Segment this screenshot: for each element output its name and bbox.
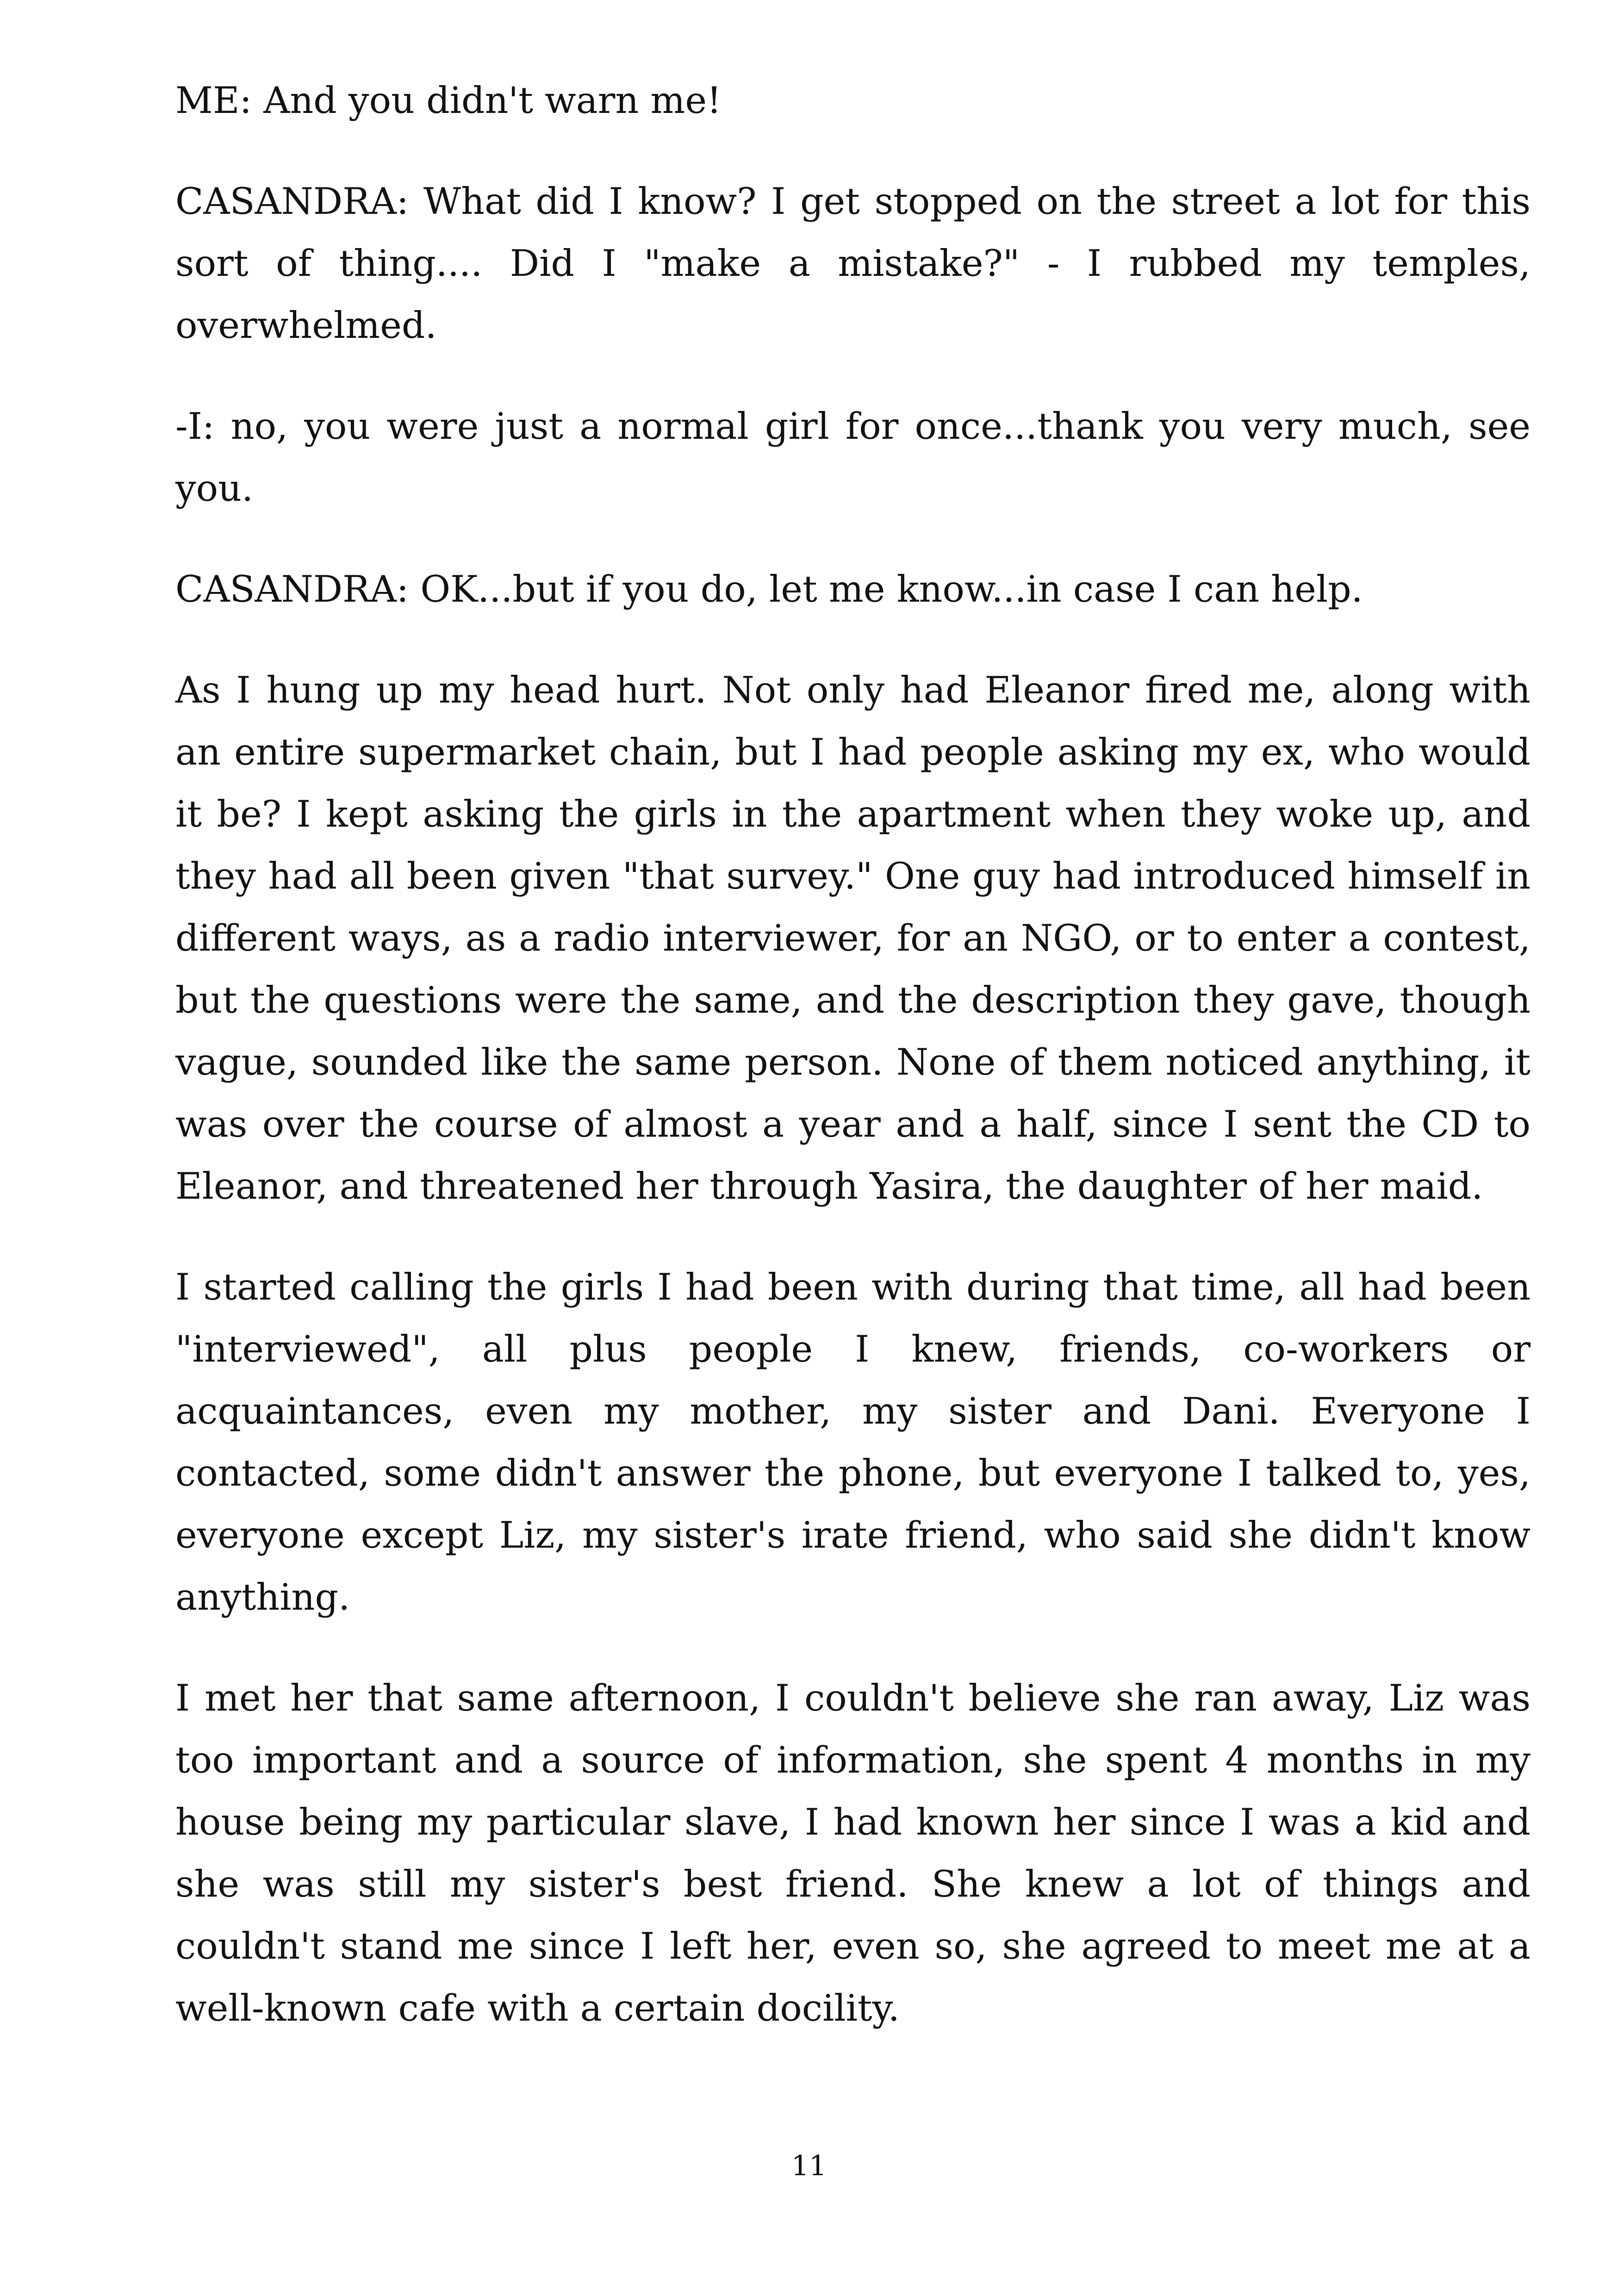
paragraph-narration-1: As I hung up my head hurt. Not only had Eleanor fired me, along with an entire supermarket chain, but I had people asking my ex, who would it be? I kept asking the girls in the apartment when they woke up, and they had all been given "that survey." One guy had introduced himself in different ways, as a radio interviewer, for an NGO, or to enter a contest, but the questions were the same, and the description they gave, though vague, sounded like the same person. None of them noticed anything, it was over the course of almost a year and a half, since I sent the CD to Eleanor, and threatened her through Yasira, the daughter of her maid. — [175, 669, 1531, 1207]
paragraph-narration-3: I met her that same afternoon, I couldn't believe she ran away, Liz was too important and a source of information, she spent 4 months in my house being my particular slave, I had known her since I was a kid and she was still my sister's best friend. She knew a lot of things and couldn't stand me since I left her, even so, she agreed to meet me at a well-known cafe with a certain docility. — [175, 1677, 1531, 2029]
body-text — [175, 69, 1531, 2078]
paragraph-dialogue-me: ME: And you didn't warn me! — [175, 79, 722, 122]
page-number: 11 — [791, 2150, 827, 2182]
paragraph-dialogue-casandra-2: CASANDRA: OK...but if you do, let me know...in case I can help. — [175, 568, 1363, 610]
paragraph-dialogue-i: -I: no, you were just a normal girl for once...thank you very much, see you. — [175, 405, 1531, 510]
paragraph-narration-2: I started calling the girls I had been with during that time, all had been "interviewed", all plus people I knew, friends, co-workers or acquaintances, even my mother, my sister and Dani. Everyone I contacted, some didn't answer the phone, but everyone I talked to, yes, everyone except Liz, my sister's irate friend, who said she didn't know anything. — [175, 1266, 1531, 1618]
paragraph-dialogue-casandra-1: CASANDRA: What did I know? I get stopped on the street a lot for this sort of thing.... Did I "make a mistake?" - I rubbed my temples, overwhelmed. — [175, 180, 1531, 347]
